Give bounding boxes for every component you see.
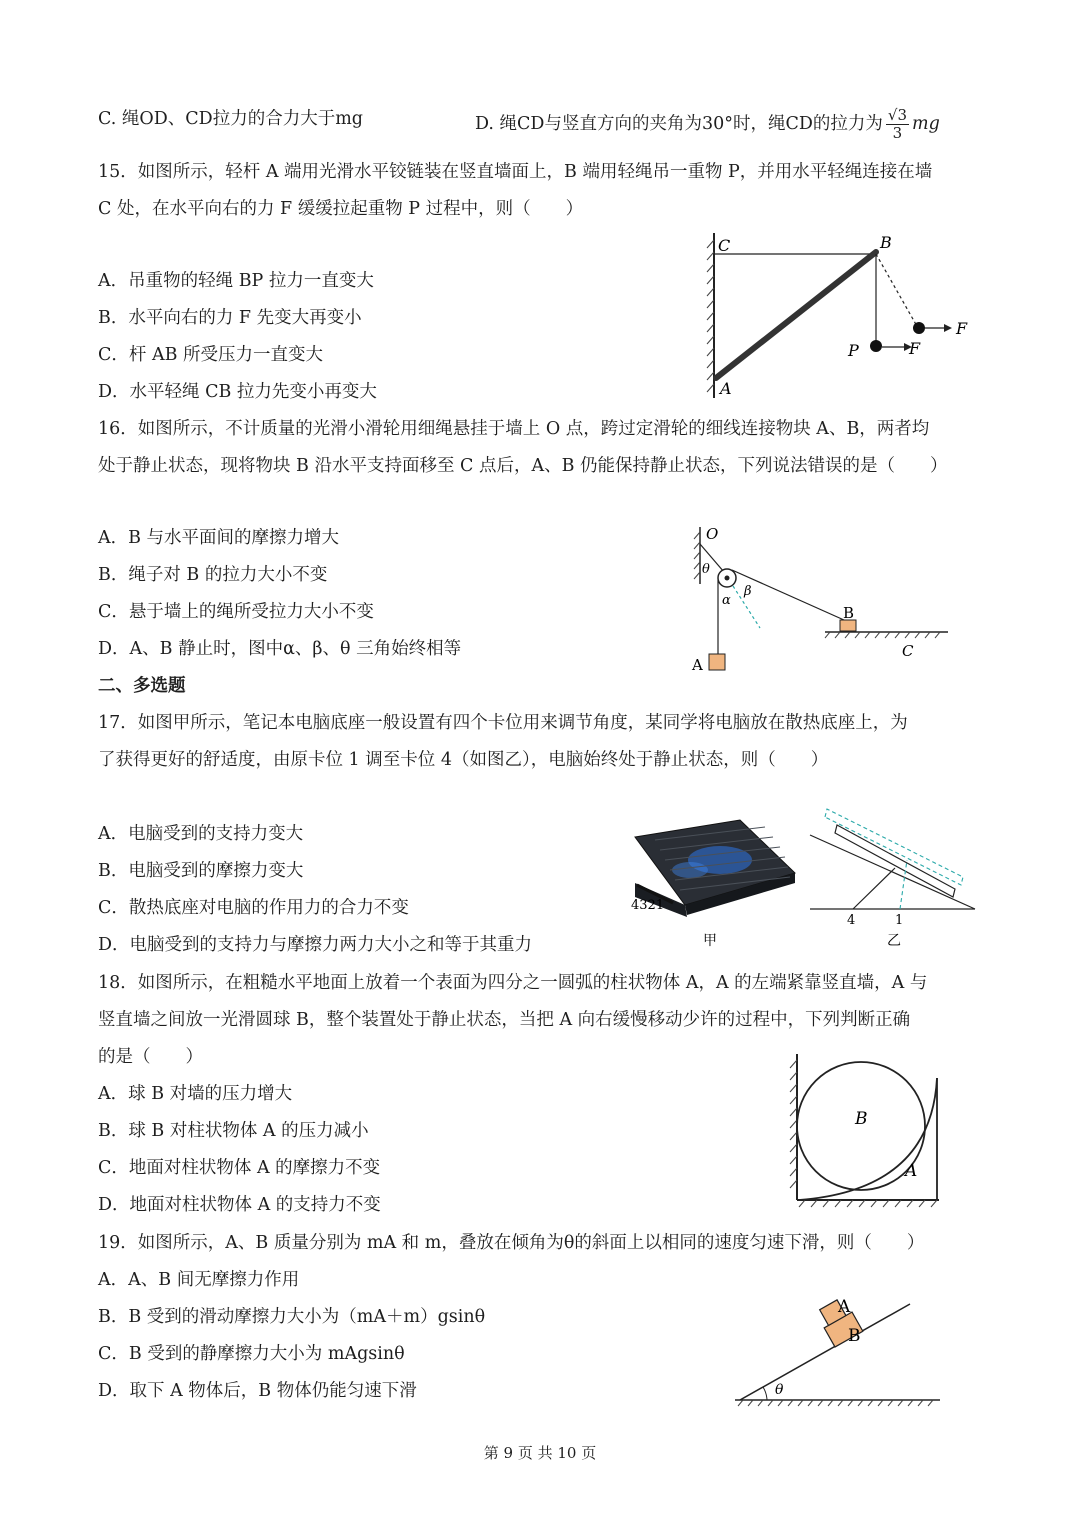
q16-option-d: D．A、B 静止时，图中α、β、θ 三角始终相等 xyxy=(98,639,462,659)
q16-label-theta: θ xyxy=(702,562,710,577)
q15-label-b: B xyxy=(880,233,892,252)
q15-label-p: P xyxy=(848,341,859,360)
q19-label-b: B xyxy=(848,1326,861,1346)
q16-label-a: A xyxy=(692,656,703,674)
q17-label-jia: 甲 xyxy=(703,933,717,949)
q18-option-b: B．球 B 对柱状物体 A 的压力减小 xyxy=(98,1121,369,1141)
page-footer: 第 9 页 共 10 页 xyxy=(483,1444,597,1462)
q19-figure xyxy=(725,1278,945,1408)
q14-option-d-text: D. 绳CD与竖直方向的夹角为30°时，绳CD的拉力为 xyxy=(475,114,883,134)
q15-stem-line1: 15．如图所示，轻杆 A 端用光滑水平铰链装在竖直墙面上，B 端用轻绳吊一重物 P，并用水平轻绳连接在墙 xyxy=(98,162,933,182)
q15-stem-line2: C 处，在水平向右的力 F 缓缓拉起重物 P 过程中，则（ ） xyxy=(98,199,584,219)
q16-label-b: B xyxy=(843,604,855,622)
q16-option-c: C．悬于墙上的绳所受拉力大小不变 xyxy=(98,602,374,622)
q19-label-theta: θ xyxy=(775,1382,784,1398)
q17-option-b: B．电脑受到的摩擦力变大 xyxy=(98,861,304,881)
q15-option-c: C．杆 AB 所受压力一直变大 xyxy=(98,345,324,365)
q18-label-a: A xyxy=(905,1161,918,1181)
q17-option-d: D．电脑受到的支持力与摩擦力两力大小之和等于其重力 xyxy=(98,935,533,955)
q15-label-f2: F xyxy=(956,319,968,338)
q18-stem-line3: 的是（ ） xyxy=(98,1047,203,1067)
q14-option-c: C. 绳OD、CD拉力的合力大于mg xyxy=(98,109,363,129)
q16-stem-line1: 16．如图所示，不计质量的光滑小滑轮用细绳悬挂于墙上 O 点，跨过定滑轮的细线连接物块 A、B，两者均 xyxy=(98,419,930,439)
q17-label-4: 4 xyxy=(847,913,856,928)
q19-label-a: A xyxy=(838,1297,851,1317)
q16-label-o: O xyxy=(706,525,719,543)
q14-fraction xyxy=(886,107,909,142)
q18-stem-line2: 竖直墙之间放一光滑圆球 B，整个装置处于静止状态，当把 A 向右缓慢移动少许的过程中，下列判断正确 xyxy=(98,1010,911,1030)
q17-slot-numbers: 4321 xyxy=(631,898,665,913)
q17-label-1: 1 xyxy=(895,913,904,928)
q16-figure xyxy=(680,522,965,677)
q15-label-c: C xyxy=(718,236,731,255)
q14-option-d-unit: mg xyxy=(912,114,940,134)
q18-option-a: A．球 B 对墙的压力增大 xyxy=(98,1084,293,1104)
laptop-stand-image xyxy=(631,820,795,917)
q16-stem-line2: 处于静止状态，现将物块 B 沿水平支持面移至 C 点后，A、B 仍能保持静止状态，下列说法错误的是（ ） xyxy=(98,456,948,476)
q15-figure xyxy=(690,228,990,403)
q15-option-b: B．水平向右的力 F 先变大再变小 xyxy=(98,308,362,328)
section-heading-multi-choice: 二、多选题 xyxy=(98,676,186,696)
q14-frac-numerator: √3 xyxy=(887,106,907,124)
q19-option-c: C．B 受到的静摩擦力大小为 mAgsinθ xyxy=(98,1344,405,1364)
q18-label-b: B xyxy=(855,1109,868,1129)
q19-option-a: A．A、B 间无摩擦力作用 xyxy=(98,1270,300,1290)
q15-option-a: A．吊重物的轻绳 BP 拉力一直变大 xyxy=(98,271,374,291)
q17-stem-line1: 17．如图甲所示，笔记本电脑底座一般设置有四个卡位用来调节角度，某同学将电脑放在散热底座上，为 xyxy=(98,713,908,733)
q16-option-b: B．绳子对 B 的拉力大小不变 xyxy=(98,565,328,585)
q17-label-yi: 乙 xyxy=(887,933,901,949)
q19-stem-line1: 19．如图所示，A、B 质量分别为 mA 和 m，叠放在倾角为θ的斜面上以相同的速度匀速下滑，则（ ） xyxy=(98,1233,925,1253)
q16-option-a: A．B 与水平面间的摩擦力增大 xyxy=(98,528,340,548)
q18-option-d: D．地面对柱状物体 A 的支持力不变 xyxy=(98,1195,381,1215)
q18-option-c: C．地面对柱状物体 A 的摩擦力不变 xyxy=(98,1158,381,1178)
q14-frac-denominator: 3 xyxy=(892,124,903,142)
q15-label-f1: F xyxy=(909,339,921,358)
q16-label-alpha: α xyxy=(722,593,731,608)
q16-label-c: C xyxy=(902,642,914,660)
q19-option-d: D．取下 A 物体后，B 物体仍能匀速下滑 xyxy=(98,1381,417,1401)
q18-stem-line1: 18．如图所示，在粗糙水平地面上放着一个表面为四分之一圆弧的柱状物体 A，A 的左端紧靠竖直墙，A 与 xyxy=(98,973,928,993)
q15-option-d: D．水平轻绳 CB 拉力先变小再变大 xyxy=(98,382,377,402)
q17-option-a: A．电脑受到的支持力变大 xyxy=(98,824,304,844)
q17-option-c: C．散热底座对电脑的作用力的合力不变 xyxy=(98,898,409,918)
q17-stem-line2: 了获得更好的舒适度，由原卡位 1 调至卡位 4（如图乙），电脑始终处于静止状态，则（ ） xyxy=(98,750,829,770)
q17-figure xyxy=(625,805,985,955)
q15-label-a: A xyxy=(720,379,732,398)
q16-label-beta: β xyxy=(744,584,752,599)
q14-option-d xyxy=(475,107,940,142)
q19-option-b: B．B 受到的滑动摩擦力大小为（mA＋m）gsinθ xyxy=(98,1307,486,1327)
q18-figure xyxy=(783,1050,953,1210)
